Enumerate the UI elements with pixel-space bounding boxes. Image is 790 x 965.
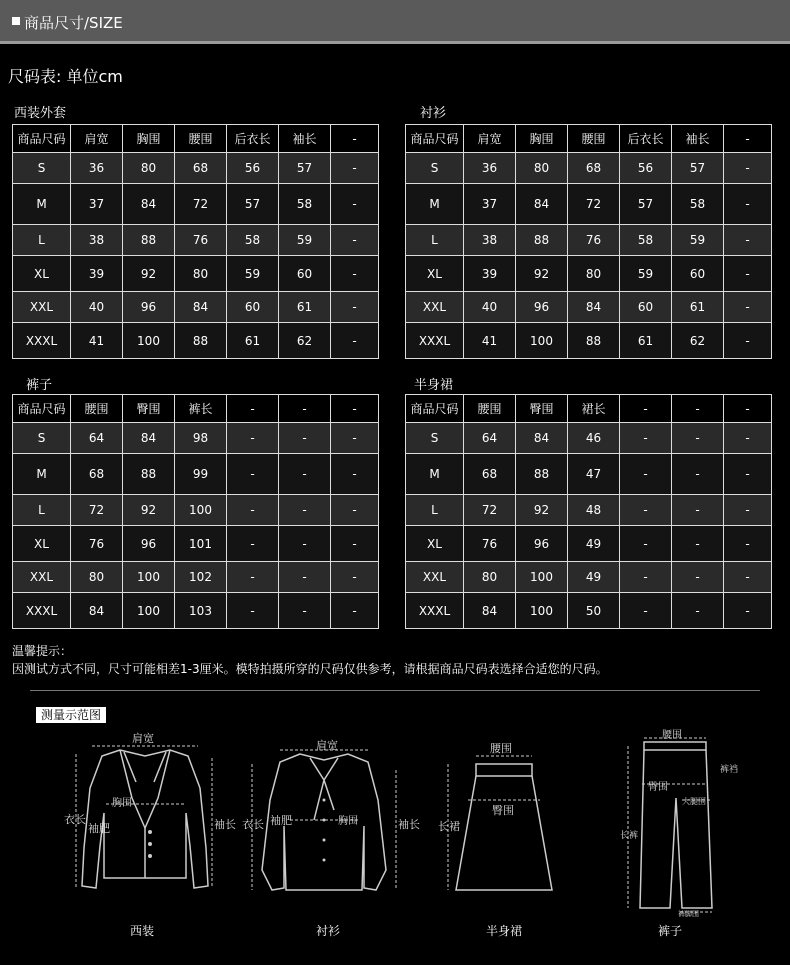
header-cell: 后衣长 xyxy=(620,125,672,153)
value-cell: 59 xyxy=(227,256,279,292)
value-cell: 80 xyxy=(71,562,123,593)
skirt-hip-label: 臀围 xyxy=(492,804,514,817)
value-cell: 58 xyxy=(672,184,724,225)
skirt-size-table xyxy=(405,394,772,629)
value-cell: 38 xyxy=(464,225,516,256)
value-cell: 102 xyxy=(175,562,227,593)
header-cell: - xyxy=(724,125,772,153)
value-cell: 72 xyxy=(464,495,516,526)
shirt-size-table xyxy=(405,124,772,359)
page-header xyxy=(0,0,790,44)
tips-title: 温馨提示： xyxy=(12,644,73,658)
suit-chest-label: 胸围 xyxy=(112,798,132,809)
header-cell: 腰围 xyxy=(71,395,123,423)
size-cell: M xyxy=(13,454,71,495)
pants-hem-label: 裤脚围 xyxy=(678,910,699,918)
size-cell: XXL xyxy=(13,562,71,593)
value-cell: 88 xyxy=(516,225,568,256)
value-cell: - xyxy=(279,423,331,454)
divider xyxy=(30,690,760,691)
shirt-table-label: 衬衫 xyxy=(420,106,447,121)
value-cell: 64 xyxy=(71,423,123,454)
suit-size-table xyxy=(12,124,379,359)
value-cell: 84 xyxy=(516,423,568,454)
header-cell: 裙长 xyxy=(568,395,620,423)
value-cell: - xyxy=(724,454,772,495)
header-cell: 肩宽 xyxy=(71,125,123,153)
shirt-sleeve-label: 袖长 xyxy=(398,818,420,831)
value-cell: 61 xyxy=(672,292,724,323)
value-cell: 84 xyxy=(464,593,516,629)
value-cell: 49 xyxy=(568,562,620,593)
value-cell: 38 xyxy=(71,225,123,256)
value-cell: - xyxy=(672,423,724,454)
value-cell: 88 xyxy=(175,323,227,359)
value-cell: - xyxy=(672,526,724,562)
header-cell: 腰围 xyxy=(175,125,227,153)
value-cell: 72 xyxy=(175,184,227,225)
value-cell: 56 xyxy=(227,153,279,184)
header-cell: - xyxy=(331,395,379,423)
caption-pants: 裤子 xyxy=(657,924,682,938)
caption-skirt: 半身裙 xyxy=(485,924,522,938)
size-cell: L xyxy=(13,495,71,526)
value-cell: 84 xyxy=(123,184,175,225)
header-cell: 肩宽 xyxy=(464,125,516,153)
value-cell: - xyxy=(331,153,379,184)
value-cell: 60 xyxy=(227,292,279,323)
table-row xyxy=(13,292,379,323)
value-cell: - xyxy=(331,256,379,292)
size-cell: XXL xyxy=(406,292,464,323)
pants-rise-label: 裤裆 xyxy=(720,765,739,775)
value-cell: 84 xyxy=(516,184,568,225)
value-cell: 100 xyxy=(516,562,568,593)
value-cell: - xyxy=(724,562,772,593)
skirt-diagram xyxy=(438,740,568,910)
suit-sleeve-label: 袖长 xyxy=(214,818,236,831)
measure-label: 测量示范图 xyxy=(36,707,106,723)
value-cell: 62 xyxy=(279,323,331,359)
value-cell: 76 xyxy=(175,225,227,256)
value-cell: 59 xyxy=(672,225,724,256)
value-cell: 99 xyxy=(175,454,227,495)
value-cell: 96 xyxy=(123,292,175,323)
value-cell: 96 xyxy=(123,526,175,562)
value-cell: 39 xyxy=(71,256,123,292)
table-row xyxy=(406,454,772,495)
value-cell: 64 xyxy=(464,423,516,454)
value-cell: - xyxy=(724,292,772,323)
skirt-length-label: 长裙 xyxy=(438,820,460,833)
value-cell: - xyxy=(724,184,772,225)
value-cell: - xyxy=(227,454,279,495)
suit-diagram xyxy=(62,728,236,908)
header-cell: 臀围 xyxy=(123,395,175,423)
value-cell: 60 xyxy=(672,256,724,292)
value-cell: 58 xyxy=(620,225,672,256)
table-row xyxy=(406,256,772,292)
table-row xyxy=(406,495,772,526)
value-cell: - xyxy=(279,526,331,562)
value-cell: 72 xyxy=(568,184,620,225)
size-cell: XL xyxy=(406,526,464,562)
value-cell: - xyxy=(724,256,772,292)
header-cell: 后衣长 xyxy=(227,125,279,153)
value-cell: - xyxy=(227,526,279,562)
value-cell: 76 xyxy=(568,225,620,256)
value-cell: 37 xyxy=(71,184,123,225)
value-cell: 60 xyxy=(620,292,672,323)
header-cell: 腰围 xyxy=(464,395,516,423)
pants-thigh-label: 大腿围 xyxy=(682,797,706,806)
size-chart-subtitle: 尺码表: 单位cm xyxy=(8,67,123,86)
value-cell: - xyxy=(620,454,672,495)
value-cell: 96 xyxy=(516,526,568,562)
table-row xyxy=(13,323,379,359)
value-cell: 60 xyxy=(279,256,331,292)
table-header-row xyxy=(13,395,379,423)
value-cell: 61 xyxy=(279,292,331,323)
value-cell: - xyxy=(672,593,724,629)
size-cell: XL xyxy=(13,256,71,292)
table-row xyxy=(406,562,772,593)
value-cell: 72 xyxy=(71,495,123,526)
value-cell: - xyxy=(331,495,379,526)
header-cell: 胸围 xyxy=(123,125,175,153)
value-cell: 92 xyxy=(516,256,568,292)
value-cell: - xyxy=(724,225,772,256)
header-cell: - xyxy=(227,395,279,423)
size-cell: S xyxy=(406,423,464,454)
value-cell: 84 xyxy=(71,593,123,629)
value-cell: - xyxy=(620,593,672,629)
header-title: 商品尺寸/SIZE xyxy=(24,14,123,32)
value-cell: - xyxy=(227,423,279,454)
value-cell: - xyxy=(227,562,279,593)
value-cell: 100 xyxy=(123,562,175,593)
header-cell: 袖长 xyxy=(672,125,724,153)
value-cell: 37 xyxy=(464,184,516,225)
value-cell: 62 xyxy=(672,323,724,359)
value-cell: - xyxy=(331,323,379,359)
value-cell: 41 xyxy=(464,323,516,359)
value-cell: 61 xyxy=(620,323,672,359)
value-cell: 98 xyxy=(175,423,227,454)
value-cell: - xyxy=(227,495,279,526)
value-cell: - xyxy=(279,454,331,495)
value-cell: - xyxy=(724,423,772,454)
value-cell: 58 xyxy=(227,225,279,256)
header-cell: - xyxy=(672,395,724,423)
value-cell: 58 xyxy=(279,184,331,225)
value-cell: 39 xyxy=(464,256,516,292)
value-cell: - xyxy=(724,153,772,184)
value-cell: 92 xyxy=(123,495,175,526)
table-row xyxy=(406,225,772,256)
value-cell: 101 xyxy=(175,526,227,562)
value-cell: - xyxy=(620,562,672,593)
shirt-diagram xyxy=(240,739,420,910)
table-header-row xyxy=(406,395,772,423)
header-cell: 臀围 xyxy=(516,395,568,423)
size-cell: XXXL xyxy=(13,323,71,359)
value-cell: 88 xyxy=(123,225,175,256)
value-cell: - xyxy=(331,562,379,593)
header-cell: 商品尺码 xyxy=(13,395,71,423)
suit-shoulder-label: 肩宽 xyxy=(132,732,154,745)
header-square-icon xyxy=(12,17,20,25)
value-cell: 76 xyxy=(71,526,123,562)
value-cell: - xyxy=(620,495,672,526)
value-cell: - xyxy=(672,562,724,593)
header-cell: 袖长 xyxy=(279,125,331,153)
size-cell: S xyxy=(13,153,71,184)
size-cell: XXXL xyxy=(13,593,71,629)
value-cell: 49 xyxy=(568,526,620,562)
table-row xyxy=(13,256,379,292)
table-row xyxy=(13,184,379,225)
value-cell: - xyxy=(331,526,379,562)
pants-length-label: 长裤 xyxy=(620,831,639,841)
value-cell: 57 xyxy=(227,184,279,225)
value-cell: 47 xyxy=(568,454,620,495)
table-row xyxy=(406,292,772,323)
value-cell: 68 xyxy=(175,153,227,184)
value-cell: 68 xyxy=(568,153,620,184)
value-cell: 50 xyxy=(568,593,620,629)
header-cell: - xyxy=(279,395,331,423)
value-cell: 36 xyxy=(71,153,123,184)
header-cell: 商品尺码 xyxy=(406,125,464,153)
value-cell: 46 xyxy=(568,423,620,454)
size-cell: XL xyxy=(13,526,71,562)
table-row xyxy=(13,495,379,526)
value-cell: - xyxy=(331,184,379,225)
value-cell: - xyxy=(331,292,379,323)
header-cell: 裤长 xyxy=(175,395,227,423)
value-cell: 103 xyxy=(175,593,227,629)
table-row xyxy=(13,526,379,562)
value-cell: - xyxy=(331,593,379,629)
shirt-length-label: 衣长 xyxy=(242,818,264,831)
skirt-table-label: 半身裙 xyxy=(414,378,454,393)
value-cell: 57 xyxy=(620,184,672,225)
value-cell: 80 xyxy=(123,153,175,184)
value-cell: - xyxy=(331,423,379,454)
value-cell: - xyxy=(724,526,772,562)
value-cell: - xyxy=(724,593,772,629)
skirt-waist-label: 腰围 xyxy=(490,742,512,755)
value-cell: 80 xyxy=(464,562,516,593)
value-cell: - xyxy=(331,454,379,495)
value-cell: 56 xyxy=(620,153,672,184)
value-cell: 40 xyxy=(71,292,123,323)
table-row xyxy=(406,526,772,562)
size-cell: L xyxy=(13,225,71,256)
value-cell: 100 xyxy=(516,323,568,359)
table-row xyxy=(13,225,379,256)
pants-table-label: 裤子 xyxy=(26,378,53,393)
value-cell: 84 xyxy=(123,423,175,454)
shirt-shoulder-label: 肩宽 xyxy=(316,739,338,752)
value-cell: - xyxy=(331,225,379,256)
value-cell: 80 xyxy=(516,153,568,184)
table-header-row xyxy=(406,125,772,153)
value-cell: - xyxy=(724,323,772,359)
value-cell: 57 xyxy=(279,153,331,184)
value-cell: 92 xyxy=(123,256,175,292)
header-cell: - xyxy=(620,395,672,423)
table-row xyxy=(406,153,772,184)
header-cell: 商品尺码 xyxy=(406,395,464,423)
size-cell: M xyxy=(13,184,71,225)
suit-length-label: 衣长 xyxy=(64,813,86,826)
value-cell: 88 xyxy=(123,454,175,495)
value-cell: 96 xyxy=(516,292,568,323)
size-cell: XXXL xyxy=(406,323,464,359)
value-cell: 100 xyxy=(123,593,175,629)
table-row xyxy=(406,593,772,629)
caption-suit: 西装 xyxy=(129,924,154,938)
value-cell: 40 xyxy=(464,292,516,323)
size-cell: S xyxy=(406,153,464,184)
value-cell: 92 xyxy=(516,495,568,526)
value-cell: 61 xyxy=(227,323,279,359)
suit-table-label: 西装外套 xyxy=(14,106,67,121)
table-row xyxy=(13,562,379,593)
size-cell: XXXL xyxy=(406,593,464,629)
value-cell: - xyxy=(620,423,672,454)
table-row xyxy=(406,184,772,225)
size-cell: L xyxy=(406,495,464,526)
header-cell: - xyxy=(331,125,379,153)
pants-size-table xyxy=(12,394,379,629)
value-cell: - xyxy=(724,495,772,526)
value-cell: 41 xyxy=(71,323,123,359)
value-cell: 88 xyxy=(516,454,568,495)
size-cell: XXL xyxy=(406,562,464,593)
table-row xyxy=(13,423,379,454)
suit-bicep-label: 袖肥 xyxy=(88,822,110,835)
header-cell: 胸围 xyxy=(516,125,568,153)
size-cell: XL xyxy=(406,256,464,292)
header-cell: - xyxy=(724,395,772,423)
table-row xyxy=(13,454,379,495)
value-cell: - xyxy=(672,495,724,526)
size-cell: S xyxy=(13,423,71,454)
tips-text: 因测试方式不同，尺寸可能相差1-3厘米。模特拍摄所穿的尺码仅供参考，请根据商品尺码表选择合适您的尺码。 xyxy=(12,662,608,676)
value-cell: 48 xyxy=(568,495,620,526)
value-cell: - xyxy=(279,562,331,593)
value-cell: 84 xyxy=(568,292,620,323)
size-cell: XXL xyxy=(13,292,71,323)
value-cell: 84 xyxy=(175,292,227,323)
value-cell: 80 xyxy=(175,256,227,292)
value-cell: 88 xyxy=(568,323,620,359)
value-cell: 68 xyxy=(464,454,516,495)
header-cell: 商品尺码 xyxy=(13,125,71,153)
value-cell: 59 xyxy=(279,225,331,256)
value-cell: 59 xyxy=(620,256,672,292)
value-cell: 100 xyxy=(516,593,568,629)
table-header-row xyxy=(13,125,379,153)
caption-shirt: 衬衫 xyxy=(315,924,340,938)
value-cell: 100 xyxy=(175,495,227,526)
value-cell: - xyxy=(620,526,672,562)
table-row xyxy=(13,153,379,184)
table-row xyxy=(13,593,379,629)
value-cell: - xyxy=(279,495,331,526)
value-cell: 68 xyxy=(71,454,123,495)
value-cell: 76 xyxy=(464,526,516,562)
pants-diagram xyxy=(620,728,750,916)
size-cell: L xyxy=(406,225,464,256)
value-cell: - xyxy=(672,454,724,495)
pants-waist-label: 腰围 xyxy=(662,730,682,741)
header-cell: 腰围 xyxy=(568,125,620,153)
pants-hip-label: 臀围 xyxy=(648,782,668,793)
shirt-bicep-label: 袖肥 xyxy=(270,814,292,827)
value-cell: 100 xyxy=(123,323,175,359)
value-cell: 57 xyxy=(672,153,724,184)
value-cell: - xyxy=(227,593,279,629)
table-row xyxy=(406,423,772,454)
value-cell: - xyxy=(279,593,331,629)
value-cell: 36 xyxy=(464,153,516,184)
size-cell: M xyxy=(406,184,464,225)
size-cell: M xyxy=(406,454,464,495)
value-cell: 80 xyxy=(568,256,620,292)
table-row xyxy=(406,323,772,359)
shirt-chest-label: 胸围 xyxy=(338,816,358,827)
